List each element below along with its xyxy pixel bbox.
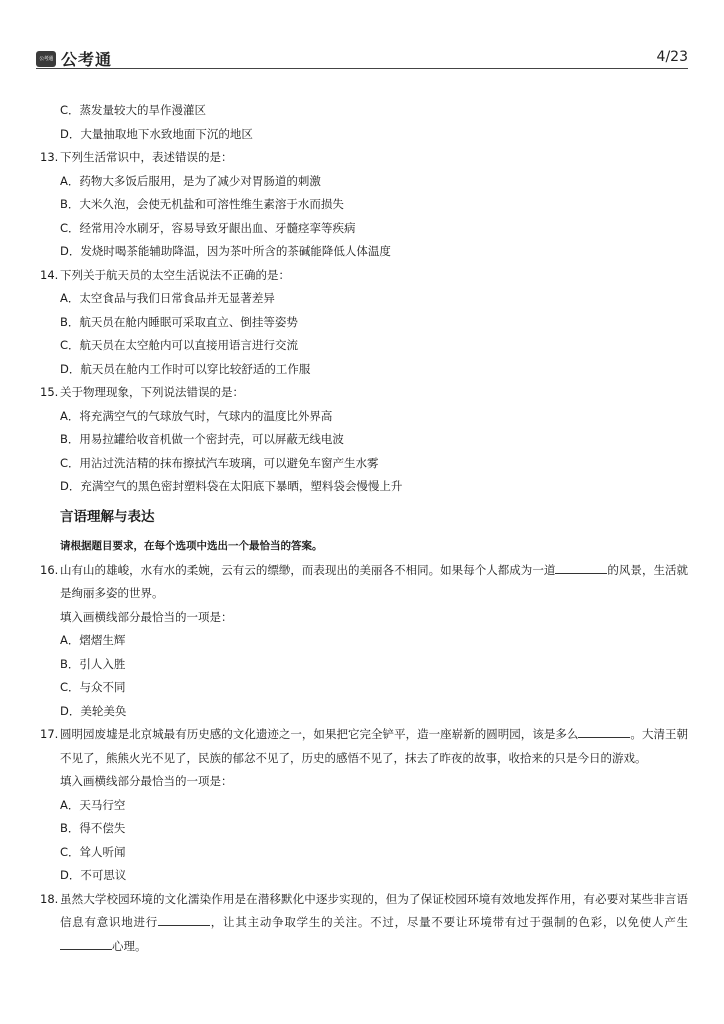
q17-option-b: B．得不偿失 <box>60 821 126 836</box>
q14-number: 14. <box>40 267 59 282</box>
q13-option-c: C．经常用冷水刷牙，容易导致牙龈出血、牙髓痉挛等疾病 <box>60 220 356 235</box>
page-header <box>36 44 688 68</box>
q16-stem <box>36 559 688 606</box>
q16-option-d: D．美轮美奂 <box>60 703 127 718</box>
q18-blank-1 <box>158 913 210 926</box>
q12-option-c: C．蒸发量较大的旱作漫灌区 <box>60 103 207 117</box>
header-divider <box>36 68 688 69</box>
q17-stem <box>36 723 688 770</box>
q16-prompt: 填入画横线部分最恰当的一项是： <box>60 609 233 624</box>
q13-option-b: B．大米久泡，会使无机盐和可溶性维生素溶于水而损失 <box>60 197 344 211</box>
q13-stem <box>36 146 688 170</box>
q16-blank <box>555 561 607 574</box>
q13-option-d: D．发烧时喝茶能辅助降温，因为茶叶所含的茶碱能降低人体温度 <box>60 244 391 258</box>
q15-option-b: B．用易拉罐给收音机做一个密封壳，可以屏蔽无线电波 <box>60 432 344 446</box>
q15-option-d: D．充满空气的黑色密封塑料袋在太阳底下暴晒，塑料袋会慢慢上升 <box>60 479 403 493</box>
document-body <box>36 99 688 959</box>
q16-number: 16. <box>40 562 59 577</box>
q17-stem-part1: 圆明园废墟是北京城最有历史感的文化遗迹之一，如果把它完全铲平，造一座崭新的圆明园，该是多么 <box>60 727 579 742</box>
q17-stem-part2: 。大清王朝不见了，熊熊火光不见了，民族的郁忿不见了，历史的感悟不见了，抹去了昨夜的故事，收拾来的只是今日的游戏。 <box>60 727 689 765</box>
q14-option-b: B．航天员在舱内睡眠可采取直立、倒挂等姿势 <box>60 314 298 329</box>
q15-stem-text: 关于物理现象，下列说法错误的是： <box>60 385 244 399</box>
q16-option-a: A．熠熠生辉 <box>60 633 126 648</box>
q18-stem-part2: ，让其主动争取学生的关注。不过，尽量不要让环境带有过于强制的色彩，以免使人产生 <box>210 915 688 930</box>
q12-option-d: D．大量抽取地下水致地面下沉的地区 <box>60 126 253 141</box>
q17-blank <box>578 725 630 738</box>
q16-option-b: B．引人入胜 <box>60 656 126 671</box>
q17-option-c: C．耸人听闻 <box>60 844 126 859</box>
q16-stem-part2: 的风景，生活就是绚丽多姿的世界。 <box>60 562 688 601</box>
q14-option-a: A．太空食品与我们日常食品并无显著差异 <box>60 291 275 305</box>
q14-stem <box>36 264 688 288</box>
q14-option-d: D．航天员在舱内工作时可以穿比较舒适的工作服 <box>60 361 311 376</box>
q15-option-c: C．用沾过洗洁精的抹布擦拭汽车玻璃，可以避免车窗产生水雾 <box>60 455 379 470</box>
section-title: 言语理解与表达 <box>60 508 155 525</box>
section-instruction: 请根据题目要求，在每个选项中选出一个最恰当的答案。 <box>60 539 323 552</box>
q16-option-c: C．与众不同 <box>60 680 126 695</box>
q14-stem-text: 下列关于航天员的太空生活说法不正确的是： <box>60 267 290 282</box>
q17-prompt: 填入画横线部分最恰当的一项是： <box>60 774 233 789</box>
q18-number: 18. <box>40 891 59 906</box>
q17-option-d: D．不可思议 <box>60 868 127 883</box>
q15-number: 15. <box>40 385 59 399</box>
q13-stem-text: 下列生活常识中，表述错误的是： <box>60 150 233 164</box>
q13-option-a: A．药物大多饭后服用，是为了减少对胃肠道的刺激 <box>60 173 321 188</box>
q17-option-a: A．天马行空 <box>60 797 126 812</box>
logo <box>36 47 112 70</box>
q13-number: 13. <box>40 150 59 164</box>
logo-text: 公考通 <box>61 50 113 69</box>
q18-blank-2 <box>60 937 112 950</box>
q17-number: 17. <box>40 727 59 742</box>
page-number: 4/23 <box>656 49 688 65</box>
q15-stem <box>36 381 688 405</box>
q16-stem-part1: 山有山的雄峻，水有水的柔婉，云有云的缥缈，而表现出的美丽各不相同。如果每个人都成为一道 <box>60 562 556 577</box>
q18-stem-part1: 虽然大学校园环境的文化濡染作用是在潜移默化中逐步实现的，但为了保证校园环境有效地发挥作用，有必要对某些非言语信息有意识地进行 <box>60 891 688 930</box>
q14-option-c: C．航天员在太空舱内可以直接用语言进行交流 <box>60 338 299 352</box>
logo-icon: 公考通 <box>36 51 56 67</box>
q18-stem-part3: 心理。 <box>112 939 147 954</box>
q15-option-a: A．将充满空气的气球放气时，气球内的温度比外界高 <box>60 408 333 423</box>
q18-stem <box>36 888 688 959</box>
